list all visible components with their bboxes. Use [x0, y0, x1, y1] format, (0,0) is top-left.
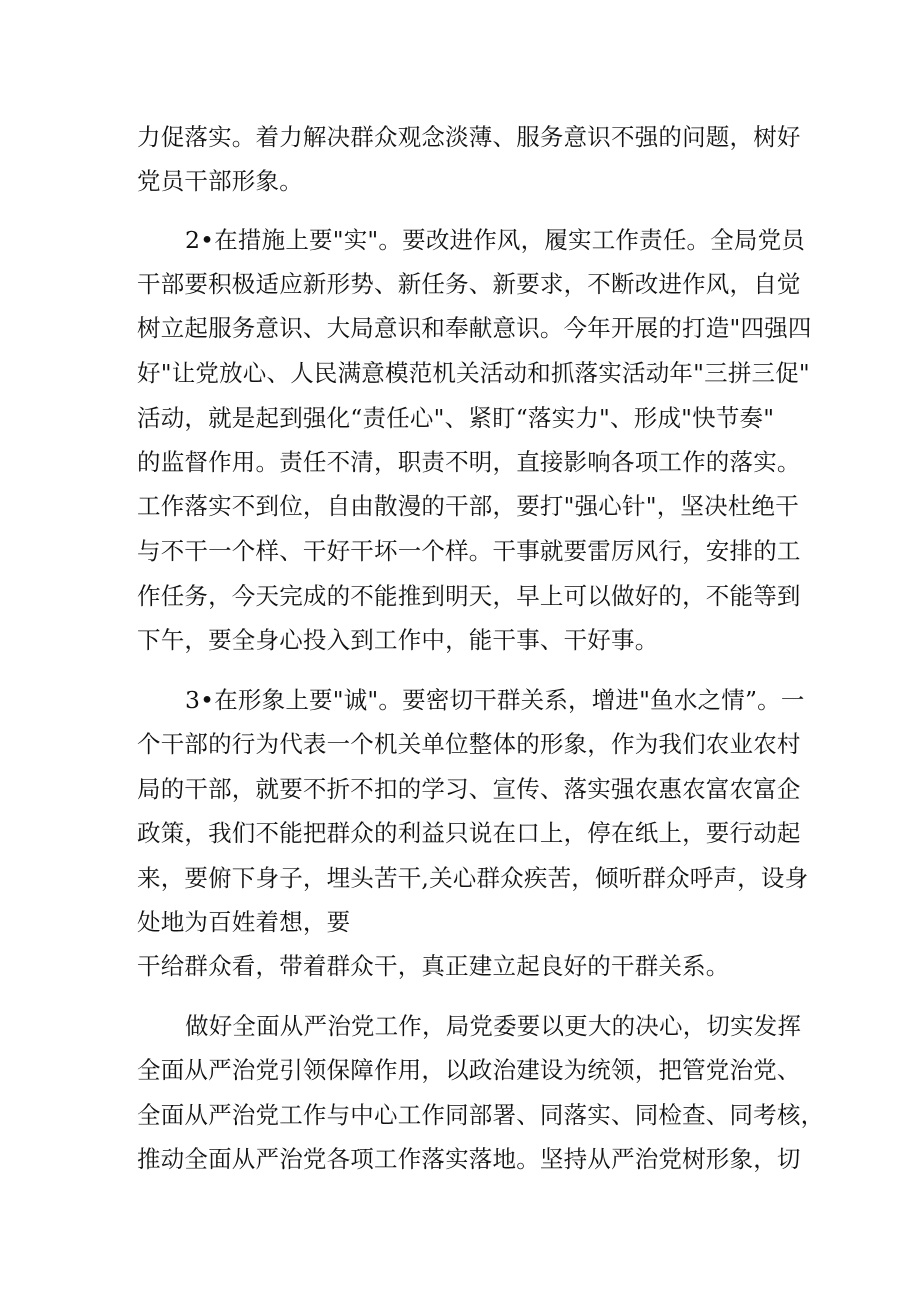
text-line: 做好全面从严治党工作，局党委要以更大的决心，切实发挥 [185, 1012, 802, 1040]
text-line: 力促落实。着力解决群众观念淡薄、服务意识不强的问题，树好 [137, 123, 801, 151]
text-line: 好"让党放心、人民满意模范机关活动和抓落实活动年"三拼三促" [137, 359, 810, 387]
text-line: 个干部的行为代表一个机关单位整体的形象，作为我们农业农村 [137, 730, 801, 758]
text-line: 干部要积极适应新形势、新任务、新要求，不断改进作风，自觉 [137, 270, 801, 298]
text-line: 党员干部形象。 [137, 167, 303, 195]
text-line: 干给群众看，带着群众干，真正建立起良好的干群关系。 [137, 952, 730, 980]
text-line: 树立起服务意识、大局意识和奉献意识。今年开展的打造"四强四 [137, 314, 812, 342]
text-line: 作任务，今天完成的不能推到明天，早上可以做好的，不能等到 [137, 582, 801, 610]
text-line: 2•在措施上要"实"。要改进作风，履实工作责任。全局党员 [185, 226, 806, 254]
text-line: 政策，我们不能把群众的利益只说在口上，停在纸上，要行动起 [137, 819, 801, 847]
text-line: 工作落实不到位，自由散漫的干部，要打"强心针"，坚决杜绝干 [137, 492, 799, 520]
text-line: 推动全面从严治党各项工作落实落地。坚持从严治党树形象，切 [137, 1145, 801, 1173]
text-line: 来，要俯下身子，埋头苦干,关心群众疾苦，倾听群众呼声，设身 [137, 864, 809, 892]
text-line: 3•在形象上要"诚"。要密切干群关系，增进"鱼水之情”。一 [185, 686, 805, 714]
text-line: 活动，就是起到强化“责任心"、紧盯“落实力"、形成"快节奏" [137, 404, 775, 432]
text-line: 局的干部，就要不折不扣的学习、宣传、落实强农惠农富农富企 [137, 775, 801, 803]
text-line: 全面从严治党引领保障作用，以政治建设为统领，把管党治党、 [137, 1056, 801, 1084]
text-line: 全面从严治党工作与中心工作同部署、同落实、同检查、同考核， [137, 1101, 825, 1129]
text-line: 与不干一个样、干好干坏一个样。干事就要雷厉风行，安排的工 [137, 537, 801, 565]
text-line: 处地为百姓着想，要 [137, 908, 351, 936]
text-line: 的监督作用。责任不清，职责不明，直接影响各项工作的落实。 [137, 448, 801, 476]
text-line: 下午，要全身心投入到工作中，能干事、干好事。 [137, 626, 659, 654]
